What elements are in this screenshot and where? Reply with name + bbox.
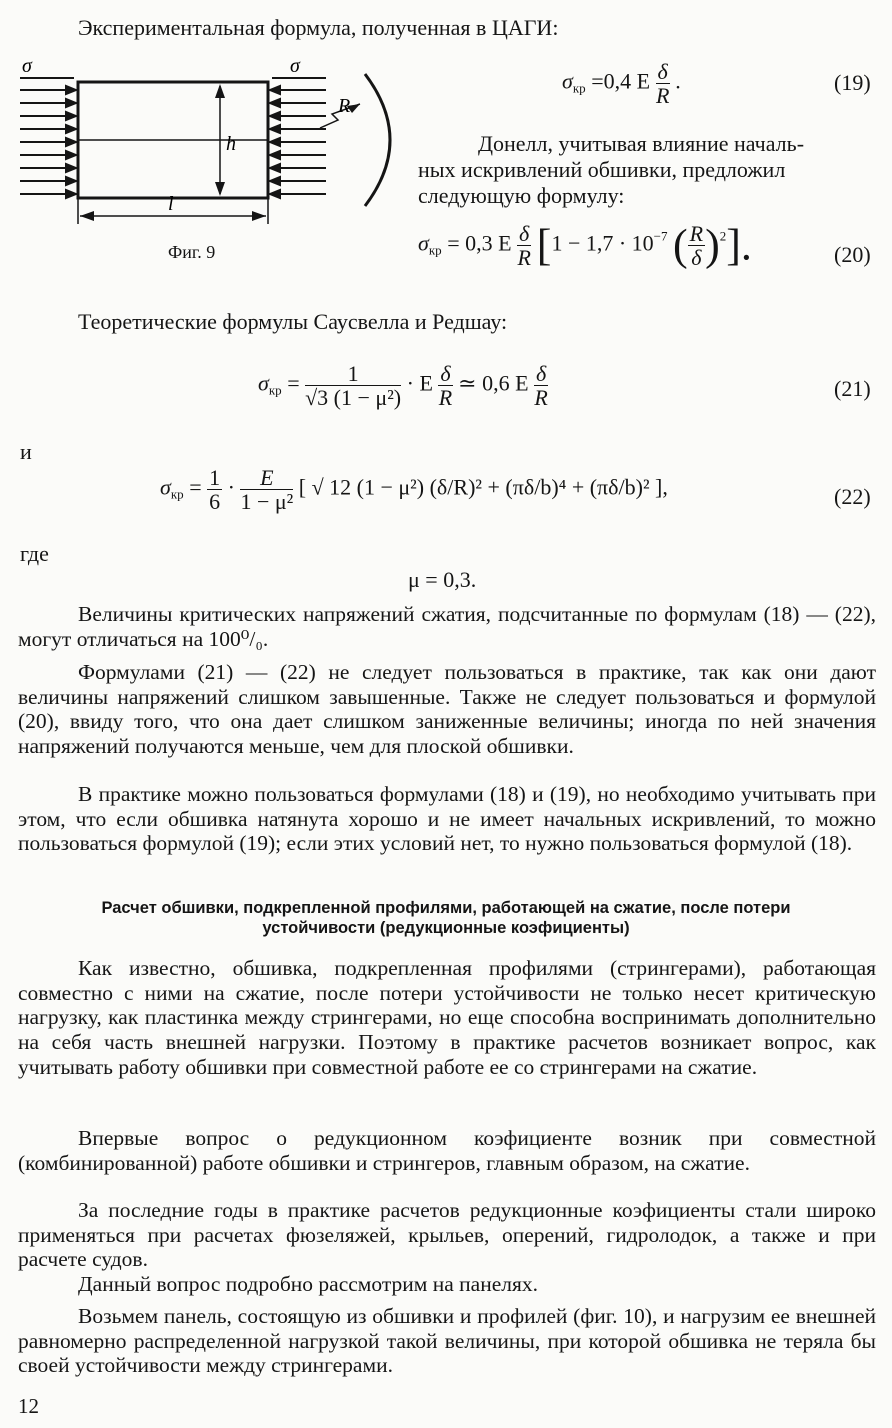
paragraph-3 (18, 782, 876, 856)
section-heading (20, 898, 872, 938)
force-arrowhead-right (270, 86, 280, 94)
eq21-num3: δ (536, 361, 547, 386)
eq21-fraction-2 (438, 362, 452, 409)
force-arrowhead-right (270, 112, 280, 120)
eq22-num2: E (240, 466, 293, 490)
eq19-tail: . (675, 68, 681, 94)
equation-22 (160, 466, 668, 513)
force-arrowhead-left (66, 164, 76, 172)
eq21-equals: = (287, 370, 300, 396)
figure-label-sigma-left: σ (22, 56, 32, 77)
force-arrowhead-right (270, 164, 280, 172)
equation-22-number: (22) (834, 484, 871, 509)
figure-label-sigma-right: σ (290, 56, 300, 77)
figure-label-l: l (168, 193, 174, 215)
eq22-equals: = (189, 474, 202, 500)
eq20-paren-right: ) (705, 220, 720, 270)
eq20-fraction (517, 222, 531, 269)
eq22-fraction-1 (207, 466, 222, 513)
eq20-sub: кр (428, 242, 442, 258)
paragraph-8-text: Возьмем панель, состоящую из обшивки и профилей (фиг. 10), и нагрузим ее внешней равномерно распределенной нагрузкой такой величины, при которой обшивка не теряла бы своей устойчивости между стрингерами. (18, 1304, 876, 1378)
force-arrowhead-left (66, 138, 76, 146)
eq20-pow: 2 (719, 228, 727, 244)
force-arrowhead-left (66, 112, 76, 120)
eq19-num: δ (657, 59, 668, 84)
eq20-fraction-2 (688, 222, 705, 269)
donell-line-1: Донелл, учитывая влияние началь- (478, 131, 805, 156)
paragraph-5-text: Впервые вопрос о редукционном коэфициенте возник при совместной (комбинированной) работе обшивки и стрингеров, главным образом, на сжатие. (18, 1126, 876, 1175)
eq21-num2: δ (440, 361, 451, 386)
paragraph-6-text: За последние годы в практике расчетов редукционные коэфициенты стали широко применяться при расчетах фюзеляжей, крыльев, оперений, гидролодок, а также и при расчете судов. (18, 1198, 876, 1272)
eq20-paren-left: ( (673, 220, 688, 270)
equation-19 (562, 60, 681, 107)
eq21-fraction-1 (305, 362, 401, 409)
eq19-sub: кр (572, 80, 586, 96)
equation-19-number: (19) (834, 70, 871, 95)
equation-20 (418, 222, 752, 269)
force-arrowhead-left (66, 125, 76, 133)
page-number: 12 (18, 1394, 39, 1418)
force-arrowhead-left (66, 99, 76, 107)
section-heading-line-1: Расчет обшивки, подкрепленной профилями, работающей на сжатие, после потери (101, 899, 791, 917)
eq20-den: R (517, 245, 531, 271)
paragraph-7 (18, 1272, 876, 1297)
force-arrowhead-right (270, 138, 280, 146)
eq22-den2: 1 − μ² (240, 489, 294, 515)
donell-line-3: следующую формулу: (418, 183, 625, 208)
paragraph-4-text: Как известно, обшивка, подкрепленная профилями (стрингерами), работающая совместно с ними на сжатие, после потери устойчивости не только несет критическую нагрузку, как пластинка между стрингерами, но еще способна воспринимать дополнительно на себя часть внешней нагрузки. Поэтому в практике расчетов возникает вопрос, как учитывать работу обшивки при совместной работе ее со стрингерами на сжатие. (18, 956, 876, 1079)
eq21-den3: R (534, 385, 548, 411)
force-arrowhead-left (66, 86, 76, 94)
eq19-fraction (656, 60, 670, 107)
eq21-den2: R (438, 385, 453, 411)
paragraph-6 (18, 1198, 876, 1272)
eq21-fraction-3 (534, 362, 548, 409)
eq20-lhs: σ (418, 230, 429, 256)
paragraph-5 (18, 1126, 876, 1175)
eq20-exp: −7 (653, 228, 668, 244)
intro-line: Экспериментальная формула, полученная в ЦАГИ: (78, 15, 559, 40)
eq21-mid: · E (406, 370, 433, 396)
equation-20-number: (20) (834, 242, 871, 267)
eq22-body: [ √ 12 (1 − μ²) (δ/R)² + (πδ/b)⁴ + (πδ/b)² ], (298, 474, 668, 500)
force-arrowhead-right (270, 99, 280, 107)
eq21-den: √3 (1 − μ²) (305, 385, 402, 411)
section-heading-line-2: устойчивости (редукционные коэфициенты) (262, 919, 630, 937)
paragraph-4 (18, 956, 876, 1080)
eq21-num: 1 (305, 362, 401, 386)
force-arrowhead-left (66, 151, 76, 159)
eq20-bracket-close: ]. (726, 220, 752, 270)
paragraph-7-text: Данный вопрос подробно рассмотрим на панелях. (78, 1272, 539, 1296)
eq19-lhs: σ (562, 68, 573, 94)
equation-21 (258, 362, 548, 409)
eq21-sub: кр (268, 382, 282, 398)
paragraph-3-text: В практике можно пользоваться формулами (18) и (19), но необходимо учитывать при этом, что если обшивка натянута хорошо и не имеет начальных искривлений, то можно пользоваться формулой (19); если этих условий нет, то нужно пользоваться формулой (18). (18, 782, 876, 856)
force-arrowhead-right (270, 151, 280, 159)
and-word: и (20, 439, 32, 464)
eq20-den2: δ (691, 245, 702, 271)
force-arrowhead-right (270, 190, 280, 198)
eq20-bracket-open: [ (536, 220, 552, 270)
eq22-num: 1 (209, 465, 221, 490)
figure-label-R: R (338, 95, 351, 117)
eq20-coef: = 0,3 E (447, 230, 512, 256)
eq20-num2: R (689, 221, 704, 246)
eq20-inner: 1 − 1,7 · 10 (551, 230, 654, 256)
eq19-coef: =0,4 E (591, 68, 651, 94)
figure-label-h: h (226, 133, 236, 155)
paragraph-2-text: Формулами (21) — (22) не следует пользоваться в практике, так как они дают величины напряжений слишком завышенные. Также не следует пользоваться и формулой (20), ввиду того, что она дает слишком заниженные величины; иногда по ней значения напряжений получаются меньше, чем для плоской обшивки. (18, 660, 876, 759)
where-word: где (20, 541, 49, 566)
eq22-fraction-2 (240, 466, 293, 513)
eq21-lhs: σ (258, 370, 269, 396)
eq19-den: R (655, 83, 670, 109)
force-arrowhead-left (66, 190, 76, 198)
eq20-num: δ (519, 221, 530, 246)
equation-21-number: (21) (834, 376, 871, 401)
eq21-approx: ≃ 0,6 E (458, 370, 529, 396)
force-arrowhead-right (270, 177, 280, 185)
eq22-dot: · (227, 474, 235, 500)
paragraph-2 (18, 660, 876, 759)
eq22-lhs: σ (160, 474, 171, 500)
paragraph-1-text: Величины критических напряжений сжатия, подсчитанные по формулам (18) — (22), могут отличаться на 100⁰/₀. (18, 602, 876, 651)
force-arrowhead-left (66, 177, 76, 185)
figure-caption: Фиг. 9 (168, 242, 216, 262)
paragraph-1 (18, 602, 876, 651)
eq22-den: 6 (209, 489, 221, 515)
mu-equation: μ = 0,3. (408, 567, 477, 592)
figure-9-diagram (20, 56, 420, 236)
force-arrowhead-right (270, 125, 280, 133)
paragraph-8 (18, 1304, 876, 1378)
theory-intro: Теоретические формулы Саусвелла и Редшау: (78, 309, 508, 334)
donell-line-2: ных искривлений обшивки, предложил (418, 157, 786, 182)
eq22-sub: кр (170, 486, 184, 502)
